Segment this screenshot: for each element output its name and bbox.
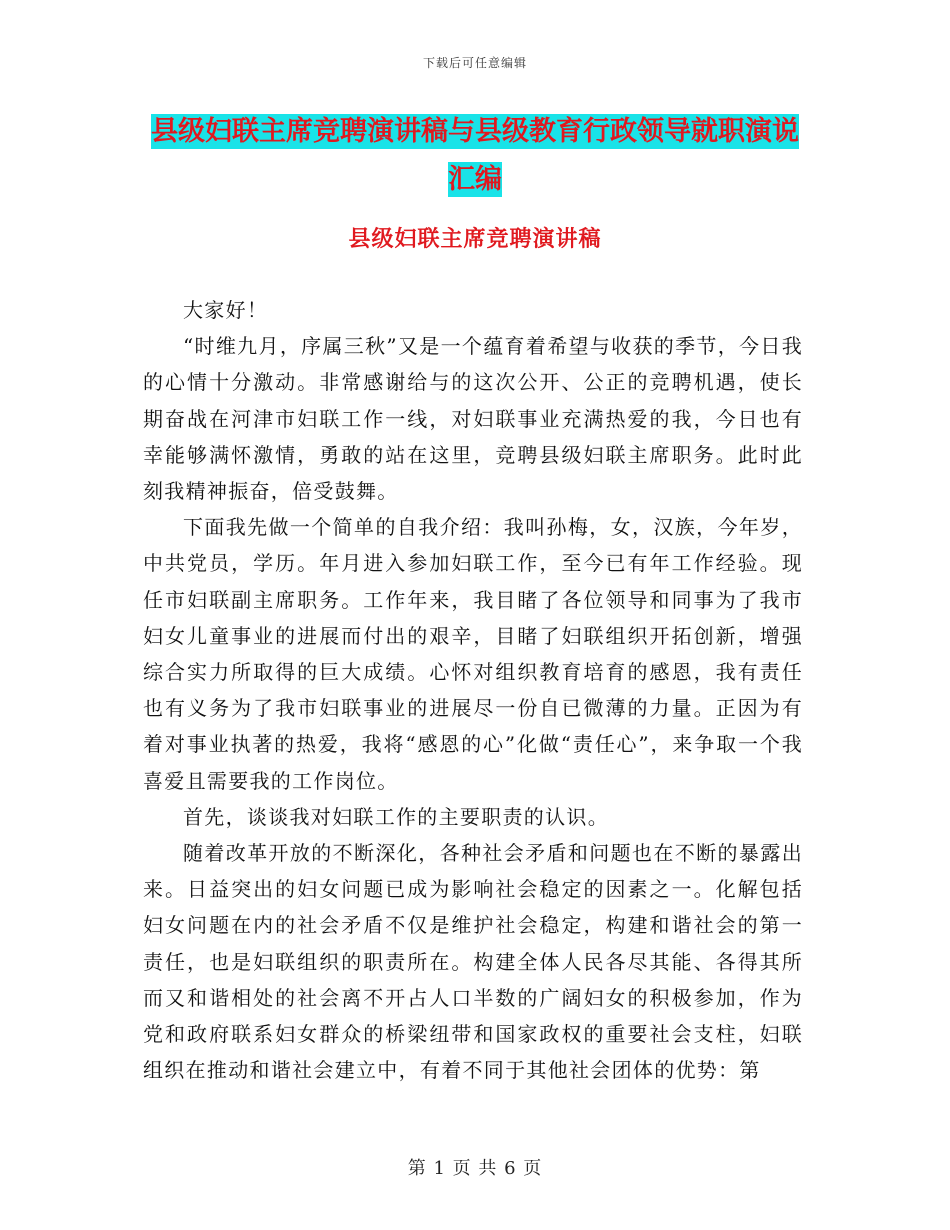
document-title-text: 县级妇联主席竞聘演讲稿与县级教育行政领导就职演说汇编 [151,116,799,195]
paragraph-greeting: 大家好！ [183,298,269,322]
paragraph-self-introduction: 下面我先做一个简单的自我介绍：我叫孙梅，女，汉族，今年岁，中共党员，学历。年月进入参加妇联工作，至今已有年工作经验。现任市妇联副主席职务。工作年来，我目睹了各位领导和同事为了我市妇女儿童事业的进展而付出的艰辛，目睹了妇联组织开拓创新，增强综合实力所取得的巨大成绩。心怀对组织教育培育的感恩，我有责任也有义务为了我市妇联事业的进展尽一份自已微薄的力量。正因为有着对事业执著的热爱，我将“感恩的心”化做“责任心”，来争取一个我喜爱且需要我的工作岗位。 [143,515,803,793]
paragraph-opening: “时维九月，序属三秋”又是一个蕴育着希望与收获的季节，今日我的心情十分激动。非常感谢给与的这次公开、公正的竞聘机遇，使长期奋战在河津市妇联工作一线，对妇联事业充满热爱的我，今日也有幸能够满怀激情，勇敢的站在这里，竞聘县级妇联主席职务。此时此刻我精神振奋，倍受鼓舞。 [143,334,803,504]
section-title: 县级妇联主席竞聘演讲稿 [348,226,602,252]
document-title [140,108,810,204]
page-header-note: 下载后可任意编辑 [422,56,527,70]
document-body [143,292,803,1088]
page-number-footer: 第 1 页 共 6 页 [407,1158,543,1179]
paragraph-responsibilities: 随着改革开放的不断深化，各种社会矛盾和问题也在不断的暴露出来。日益突出的妇女问题已成为影响社会稳定的因素之一。化解包括妇女问题在内的社会矛盾不仅是维护社会稳定，构建和谐社会的第一责任，也是妇联组织的职责所在。构建全体人民各尽其能、各得其所而又和谐相处的社会离不开占人口半数的广阔妇女的积极参加，作为党和政府联系妇女群众的桥梁纽带和国家政权的重要社会支柱，妇联组织在推动和谐社会建立中，有着不同于其他社会团体的优势：第 [143,841,803,1083]
paragraph-topic-intro: 首先，谈谈我对妇联工作的主要职责的认识。 [183,804,609,829]
